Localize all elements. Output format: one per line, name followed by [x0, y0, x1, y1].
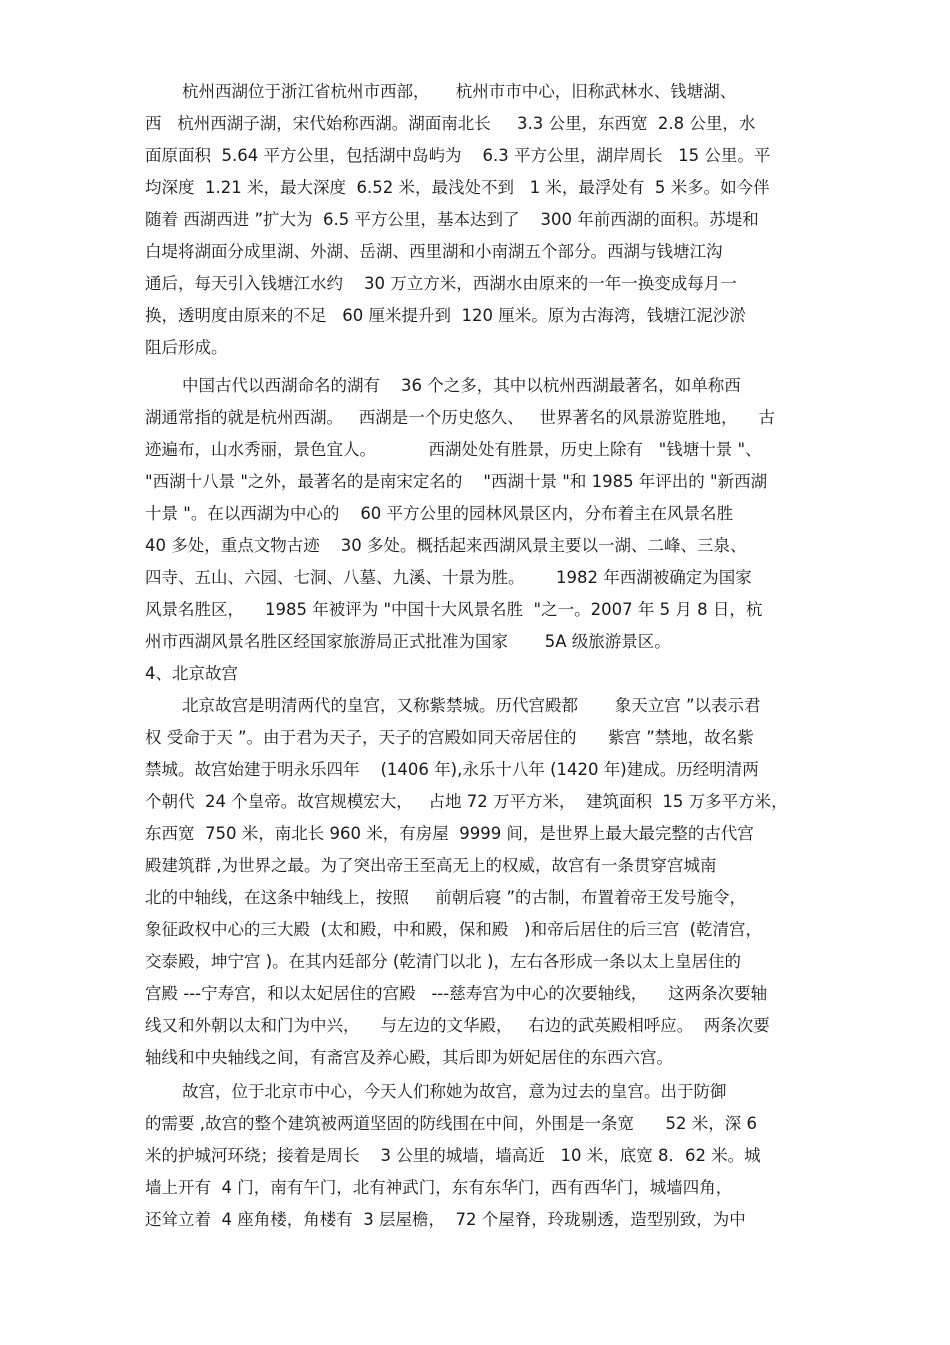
paragraph-line: 40 多处，重点文物古迹 30 多处。概括起来西湖风景主要以一湖、二峰、三泉、 [145, 536, 747, 555]
paragraph-line: 西 杭州西湖子湖，宋代始称西湖。湖面南北长 3.3 公里，东西宽 2.8 公里，水 [145, 114, 756, 133]
paragraph-line: 杭州西湖位于浙江省杭州市西部， 杭州市市中心，旧称武林水、钱塘湖、 [182, 82, 737, 101]
paragraph-line: 象征政权中心的三大殿 (太和殿，中和殿，保和殿 )和帝后居住的后三宫 (乾清宫， [145, 920, 763, 939]
paragraph-line: 墙上开有 4 门，南有午门，北有神武门，东有东华门，西有西华门，城墙四角， [145, 1178, 733, 1197]
paragraph-line: 交泰殿，坤宁宫 )。在其内廷部分 (乾清门以北 )，左右各形成一条以太上皇居住的 [145, 952, 742, 971]
paragraph-line: 白堤将湖面分成里湖、外湖、岳湖、西里湖和小南湖五个部分。西湖与钱塘江沟 [145, 242, 723, 261]
paragraph-line: 风景名胜区， 1985 年被评为 "中国十大风景名胜 "之一。2007 年 5 月 8 日，杭 [145, 600, 763, 619]
paragraph-line: 故宫，位于北京市中心，今天人们称她为故宫，意为过去的皇宫。出于防御 [182, 1082, 727, 1101]
paragraph-line: "西湖十八景 "之外，最著名的是南宋定名的 "西湖十景 "和 1985 年评出的 "新西湖 [145, 472, 768, 491]
paragraph-line: 米的护城河环绕；接着是周长 3 公里的城墙，墙高近 10 米，底宽 8．62 米。城 [145, 1146, 761, 1165]
paragraph-line: 宫殿 ---宁寿宫，和以太妃居住的宫殿 ---慈寿宫为中心的次要轴线， 这两条次要轴 [145, 984, 768, 1003]
paragraph-line: 线又和外朝以太和门为中兴， 与左边的文华殿， 右边的武英殿相呼应。 两条次要 [145, 1016, 770, 1035]
paragraph-line: 殿建筑群 ,为世界之最。为了突出帝王至高无上的权威，故宫有一条贯穿宫城南 [145, 856, 717, 875]
paragraph-line: 换，透明度由原来的不足 60 厘米提升到 120 厘米。原为古海湾，钱塘江泥沙淤 [145, 306, 746, 325]
paragraph-line: 轴线和中央轴线之间，有斋宫及养心殿，其后即为妍妃居住的东西六宫。 [145, 1048, 673, 1067]
paragraph-line: 随着 西湖西进 ”扩大为 6.5 平方公里，基本达到了 300 年前西湖的面积。苏堤和 [145, 210, 759, 229]
paragraph-line: 迹遍布，山水秀丽，景色宜人。 西湖处处有胜景，历史上除有 "钱塘十景 "、 [145, 440, 762, 459]
paragraph-line: 个朝代 24 个皇帝。故宫规模宏大， 占地 72 万平方米， 建筑面积 15 万多平方米， [145, 792, 788, 811]
paragraph-line: 十景 "。在以西湖为中心的 60 平方公里的园林风景区内，分布着主在风景名胜 [145, 504, 734, 523]
paragraph-line: 权 受命于天 ”。由于君为天子，天子的宫殿如同天帝居住的 紫宫 ”禁地，故名紫 [145, 728, 754, 747]
paragraph-line: 均深度 1.21 米，最大深度 6.52 米，最浅处不到 1 米，最浮处有 5 米多。如今伴 [145, 178, 770, 197]
paragraph-line: 的需要 ,故宫的整个建筑被两道坚固的防线围在中间，外围是一条宽 52 米，深 6 [145, 1114, 757, 1133]
paragraph-line: 还耸立着 4 座角楼，角楼有 3 层屋檐， 72 个屋脊，玲珑剔透，造型别致，为中 [145, 1210, 746, 1229]
paragraph-line: 面原面积 5.64 平方公里，包括湖中岛屿为 6.3 平方公里，湖岸周长 15 公里。平 [145, 146, 771, 165]
paragraph-line: 北京故宫是明清两代的皇宫，又称紫禁城。历代宫殿都 象天立宫 ”以表示君 [182, 696, 761, 715]
paragraph-line: 湖通常指的就是杭州西湖。 西湖是一个历史悠久、 世界著名的风景游览胜地， 古 [145, 408, 775, 427]
paragraph-line: 四寺、五山、六园、七洞、八墓、九溪、十景为胜。 1982 年西湖被确定为国家 [145, 568, 752, 587]
paragraph-line: 东西宽 750 米，南北长 960 米，有房屋 9999 间，是世界上最大最完整的古代宫 [145, 824, 754, 843]
paragraph-line: 中国古代以西湖命名的湖有 36 个之多，其中以杭州西湖最著名，如单称西 [182, 376, 741, 395]
paragraph-line: 通后，每天引入钱塘江水约 30 万立方米，西湖水由原来的一年一换变成每月一 [145, 274, 737, 293]
paragraph-line: 北的中轴线，在这条中轴线上，按照 前朝后寝 ”的古制，布置着帝王发号施令， [145, 888, 747, 907]
paragraph-line: 禁城。故宫始建于明永乐四年 (1406 年),永乐十八年 (1420 年)建成。历经明清两 [145, 760, 759, 779]
paragraph-line: 阻后形成。 [145, 338, 228, 357]
paragraph-line: 州市西湖风景名胜区经国家旅游局正式批准为国家 5A 级旅游景区。 [145, 632, 671, 651]
section-heading: 4、北京故宫 [145, 664, 238, 683]
